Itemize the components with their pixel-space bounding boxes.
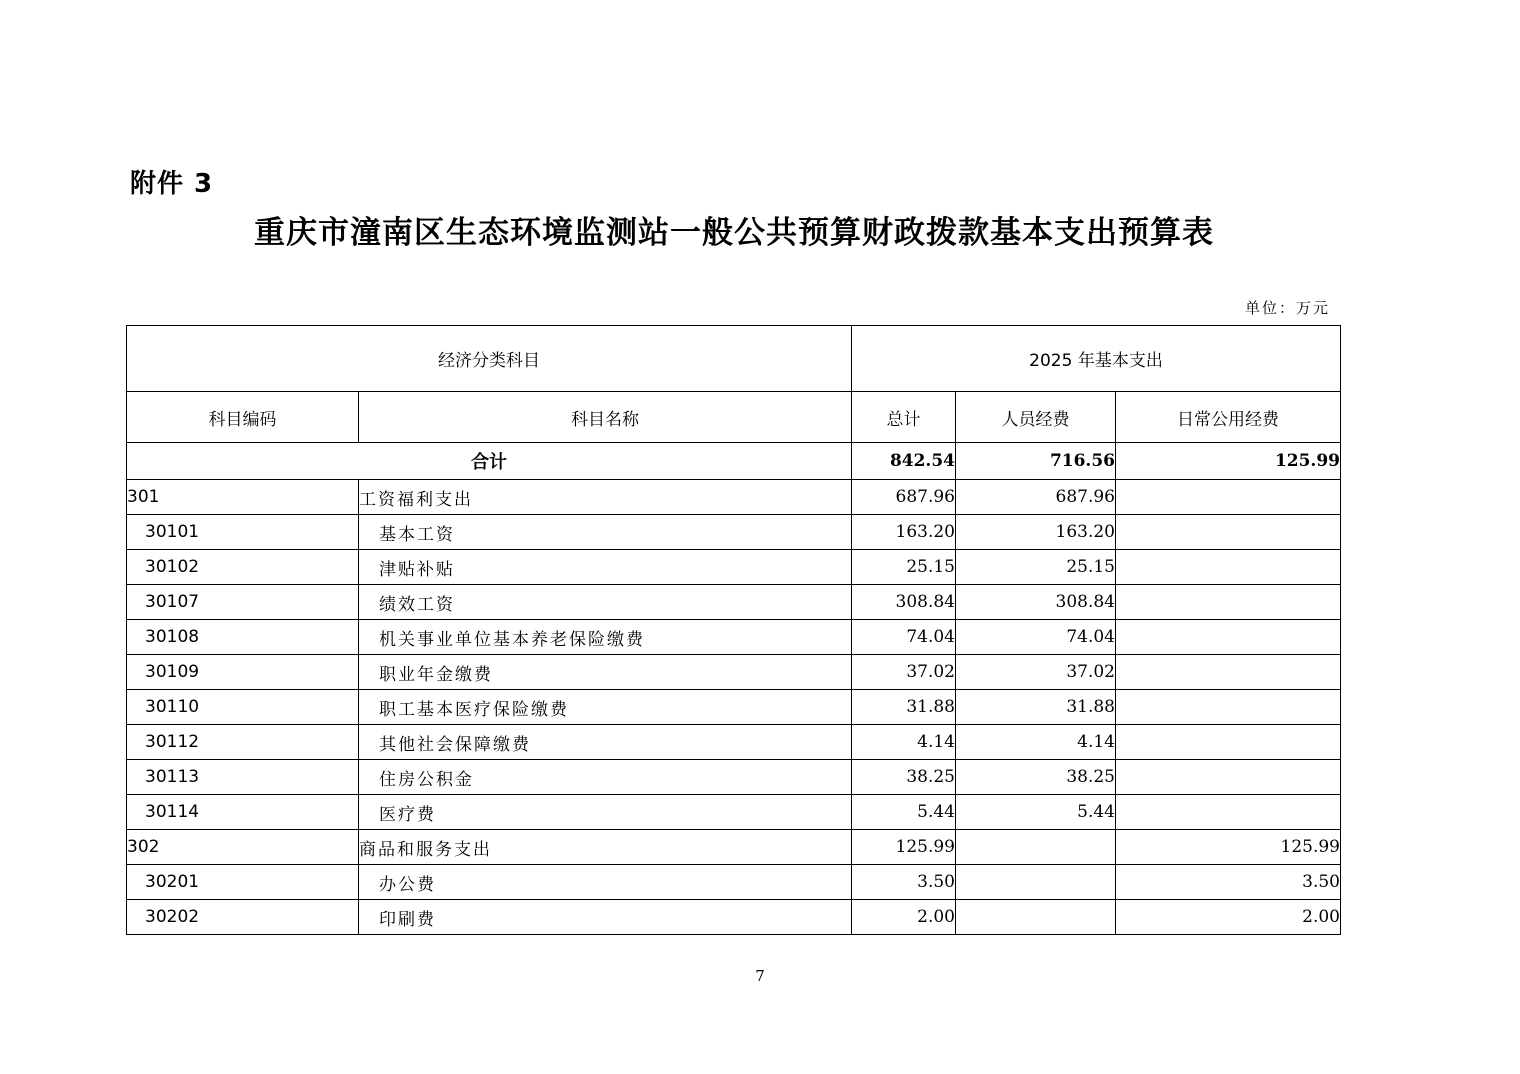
public-cell xyxy=(1116,795,1341,830)
personnel-cell: 5.44 xyxy=(956,795,1116,830)
subject-code-cell: 30112 xyxy=(127,725,359,760)
total-cell: 37.02 xyxy=(852,655,956,690)
public-cell: 2.00 xyxy=(1116,900,1341,935)
total-cell: 25.15 xyxy=(852,550,956,585)
subject-name-cell: 医疗费 xyxy=(359,795,852,830)
subject-code-cell: 30114 xyxy=(127,795,359,830)
subject-name-cell: 职工基本医疗保险缴费 xyxy=(359,690,852,725)
personnel-cell: 25.15 xyxy=(956,550,1116,585)
total-cell: 74.04 xyxy=(852,620,956,655)
header-group-row xyxy=(127,326,1341,392)
page-number: 7 xyxy=(755,967,765,985)
subject-code-cell: 30101 xyxy=(127,515,359,550)
table-row xyxy=(127,620,1341,655)
total-cell: 163.20 xyxy=(852,515,956,550)
total-cell: 3.50 xyxy=(852,865,956,900)
public-cell xyxy=(1116,655,1341,690)
public-cell xyxy=(1116,480,1341,515)
subject-code-cell: 30102 xyxy=(127,550,359,585)
budget-table xyxy=(126,325,1341,935)
subject-name-cell: 津贴补贴 xyxy=(359,550,852,585)
personnel-cell: 308.84 xyxy=(956,585,1116,620)
page-title: 重庆市潼南区生态环境监测站一般公共预算财政拨款基本支出预算表 xyxy=(254,215,1214,251)
table-row xyxy=(127,865,1341,900)
public-cell xyxy=(1116,550,1341,585)
subject-name-cell: 商品和服务支出 xyxy=(359,830,852,865)
header-total: 总计 xyxy=(852,392,956,443)
subject-name-cell: 其他社会保障缴费 xyxy=(359,725,852,760)
public-cell xyxy=(1116,620,1341,655)
total-cell: 5.44 xyxy=(852,795,956,830)
subject-code-cell: 30108 xyxy=(127,620,359,655)
total-cell: 38.25 xyxy=(852,760,956,795)
subject-code-cell: 30113 xyxy=(127,760,359,795)
total-row xyxy=(127,443,1341,480)
subject-name-cell: 基本工资 xyxy=(359,515,852,550)
total-label: 合计 xyxy=(127,443,852,480)
personnel-cell: 163.20 xyxy=(956,515,1116,550)
subject-name-cell: 机关事业单位基本养老保险缴费 xyxy=(359,620,852,655)
table-row xyxy=(127,550,1341,585)
public-cell: 3.50 xyxy=(1116,865,1341,900)
attachment-label: 附件 3 xyxy=(130,169,214,199)
total-cell: 4.14 xyxy=(852,725,956,760)
subject-name-cell: 职业年金缴费 xyxy=(359,655,852,690)
subject-code-cell: 30107 xyxy=(127,585,359,620)
subject-code-cell: 30110 xyxy=(127,690,359,725)
public-cell xyxy=(1116,690,1341,725)
table-row xyxy=(127,480,1341,515)
public-cell: 125.99 xyxy=(1116,830,1341,865)
public-cell xyxy=(1116,585,1341,620)
subject-code-cell: 301 xyxy=(127,480,359,515)
personnel-cell: 74.04 xyxy=(956,620,1116,655)
header-public-expense: 日常公用经费 xyxy=(1116,392,1341,443)
total-cell: 687.96 xyxy=(852,480,956,515)
header-personnel-expense: 人员经费 xyxy=(956,392,1116,443)
subject-code-cell: 30202 xyxy=(127,900,359,935)
table-row xyxy=(127,585,1341,620)
subject-name-cell: 工资福利支出 xyxy=(359,480,852,515)
table-row xyxy=(127,655,1341,690)
table-row xyxy=(127,830,1341,865)
total-cell: 2.00 xyxy=(852,900,956,935)
table-row xyxy=(127,760,1341,795)
personnel-cell: 37.02 xyxy=(956,655,1116,690)
total-public: 125.99 xyxy=(1116,443,1341,480)
public-cell xyxy=(1116,725,1341,760)
personnel-cell: 38.25 xyxy=(956,760,1116,795)
total-total: 842.54 xyxy=(852,443,956,480)
header-subject-name: 科目名称 xyxy=(359,392,852,443)
subject-name-cell: 绩效工资 xyxy=(359,585,852,620)
personnel-cell xyxy=(956,865,1116,900)
total-personnel: 716.56 xyxy=(956,443,1116,480)
subject-code-cell: 302 xyxy=(127,830,359,865)
personnel-cell xyxy=(956,830,1116,865)
header-basic-expenditure: 2025 年基本支出 xyxy=(852,326,1341,392)
subject-code-cell: 30201 xyxy=(127,865,359,900)
public-cell xyxy=(1116,515,1341,550)
total-cell: 31.88 xyxy=(852,690,956,725)
table-row xyxy=(127,690,1341,725)
table-row xyxy=(127,795,1341,830)
header-subject-code: 科目编码 xyxy=(127,392,359,443)
subject-code-cell: 30109 xyxy=(127,655,359,690)
table-row xyxy=(127,900,1341,935)
personnel-cell: 4.14 xyxy=(956,725,1116,760)
total-cell: 308.84 xyxy=(852,585,956,620)
table-row xyxy=(127,515,1341,550)
total-cell: 125.99 xyxy=(852,830,956,865)
public-cell xyxy=(1116,760,1341,795)
subject-name-cell: 办公费 xyxy=(359,865,852,900)
subject-name-cell: 印刷费 xyxy=(359,900,852,935)
subject-name-cell: 住房公积金 xyxy=(359,760,852,795)
personnel-cell xyxy=(956,900,1116,935)
header-column-row xyxy=(127,392,1341,443)
table-row xyxy=(127,725,1341,760)
header-economic-classification: 经济分类科目 xyxy=(127,326,852,392)
personnel-cell: 687.96 xyxy=(956,480,1116,515)
personnel-cell: 31.88 xyxy=(956,690,1116,725)
unit-label: 单位：万元 xyxy=(1244,299,1330,317)
